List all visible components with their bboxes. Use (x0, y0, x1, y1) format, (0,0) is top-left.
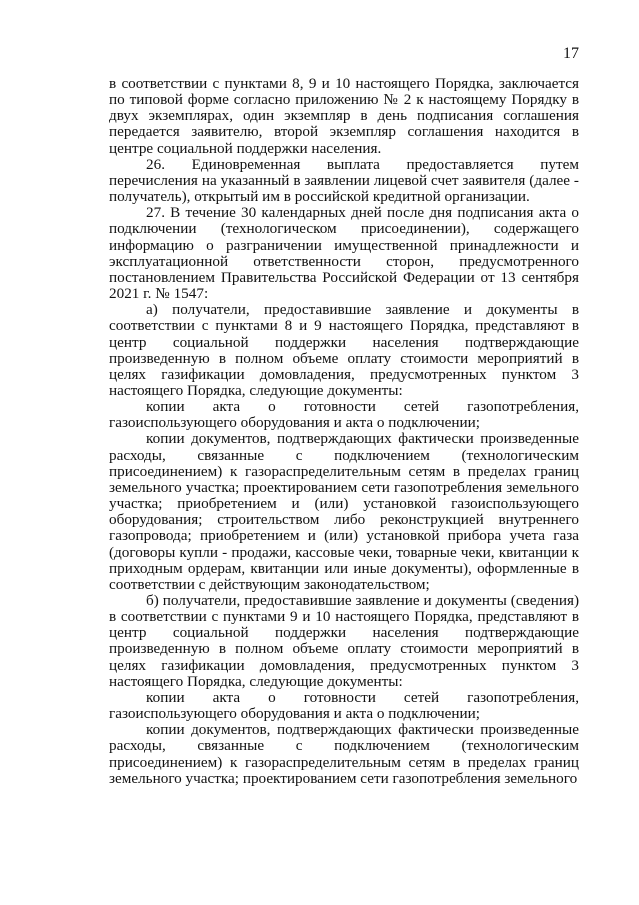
paragraph-item-27: 27. В течение 30 календарных дней после дня подписания акта о подключении (технологическом присоединении), содержащего информацию о разграничении имущественной принадлежности и эксплуатационной ответственности сторон, предусмотренного постановлением Правительства Российской Федерации от 13 сентября 2021 г. № 1547: (109, 204, 579, 303)
document-body (109, 76, 579, 787)
subitem-b-doc-1: копии акта о готовности сетей газопотребления, газоиспользующего оборудования и акта о подключении; (109, 688, 579, 723)
paragraph-continuation: в соответствии с пунктами 8, 9 и 10 настоящего Порядка, заключается по типовой форме согласно приложению № 2 к настоящему Порядку в двух экземплярах, один экземпляр в день подписания соглашения передается заявителю, второй экземпляр соглашения находится в центре социальной поддержки населения. (109, 75, 579, 157)
subitem-b-doc-2: копии документов, подтверждающих фактически произведенные расходы, связанные с подключением (технологическим присоединением) к газораспределительным сетям в пределах границ земельного участка; проектированием сети газопотребления земельного (109, 721, 579, 787)
paragraph-item-26: 26. Единовременная выплата предоставляется путем перечисления на указанный в заявлении лицевой счет заявителя (далее - получатель), открытый им в российской кредитной организации. (109, 155, 579, 206)
subitem-a-doc-1: копии акта о готовности сетей газопотребления, газоиспользующего оборудования и акта о подключении; (109, 398, 579, 432)
subitem-a: а) получатели, предоставившие заявление и документы в соответствии с пунктами 8 и 9 настоящего Порядка, представляют в центр социальной поддержки населения подтверждающие произведенную в полном объеме оплату стоимости мероприятий в целях газификации домовладения, предусмотренных пунктом 3 настоящего Порядка, следующие документы: (109, 301, 579, 399)
subitem-a-doc-2: копии документов, подтверждающих фактически произведенные расходы, связанные с подключением (технологическим присоединением) к газораспределительным сетям в пределах границ земельного участка; проектированием сети газопотребления земельного участка; приобретением и (или) установкой газоиспользующего оборудования; строительством либо реконструкцией внутреннего газопровода; приобретением и (или) установкой прибора учета газа (договоры купли - продажи, кассовые чеки, товарные чеки, квитанции к приходным ордерам, квитанции или иные документы), оформленные в соответствии с действующим законодательством; (109, 430, 579, 593)
page-number: 17 (563, 45, 579, 62)
subitem-b: б) получатели, предоставившие заявление и документы (сведения) в соответствии с пунктами 9 и 10 настоящего Порядка, представляют в центр социальной поддержки населения подтверждающие произведенную в полном объеме оплату стоимости мероприятий в целях газификации домовладения, предусмотренных пунктом 3 настоящего Порядка, следующие документы: (109, 592, 579, 690)
